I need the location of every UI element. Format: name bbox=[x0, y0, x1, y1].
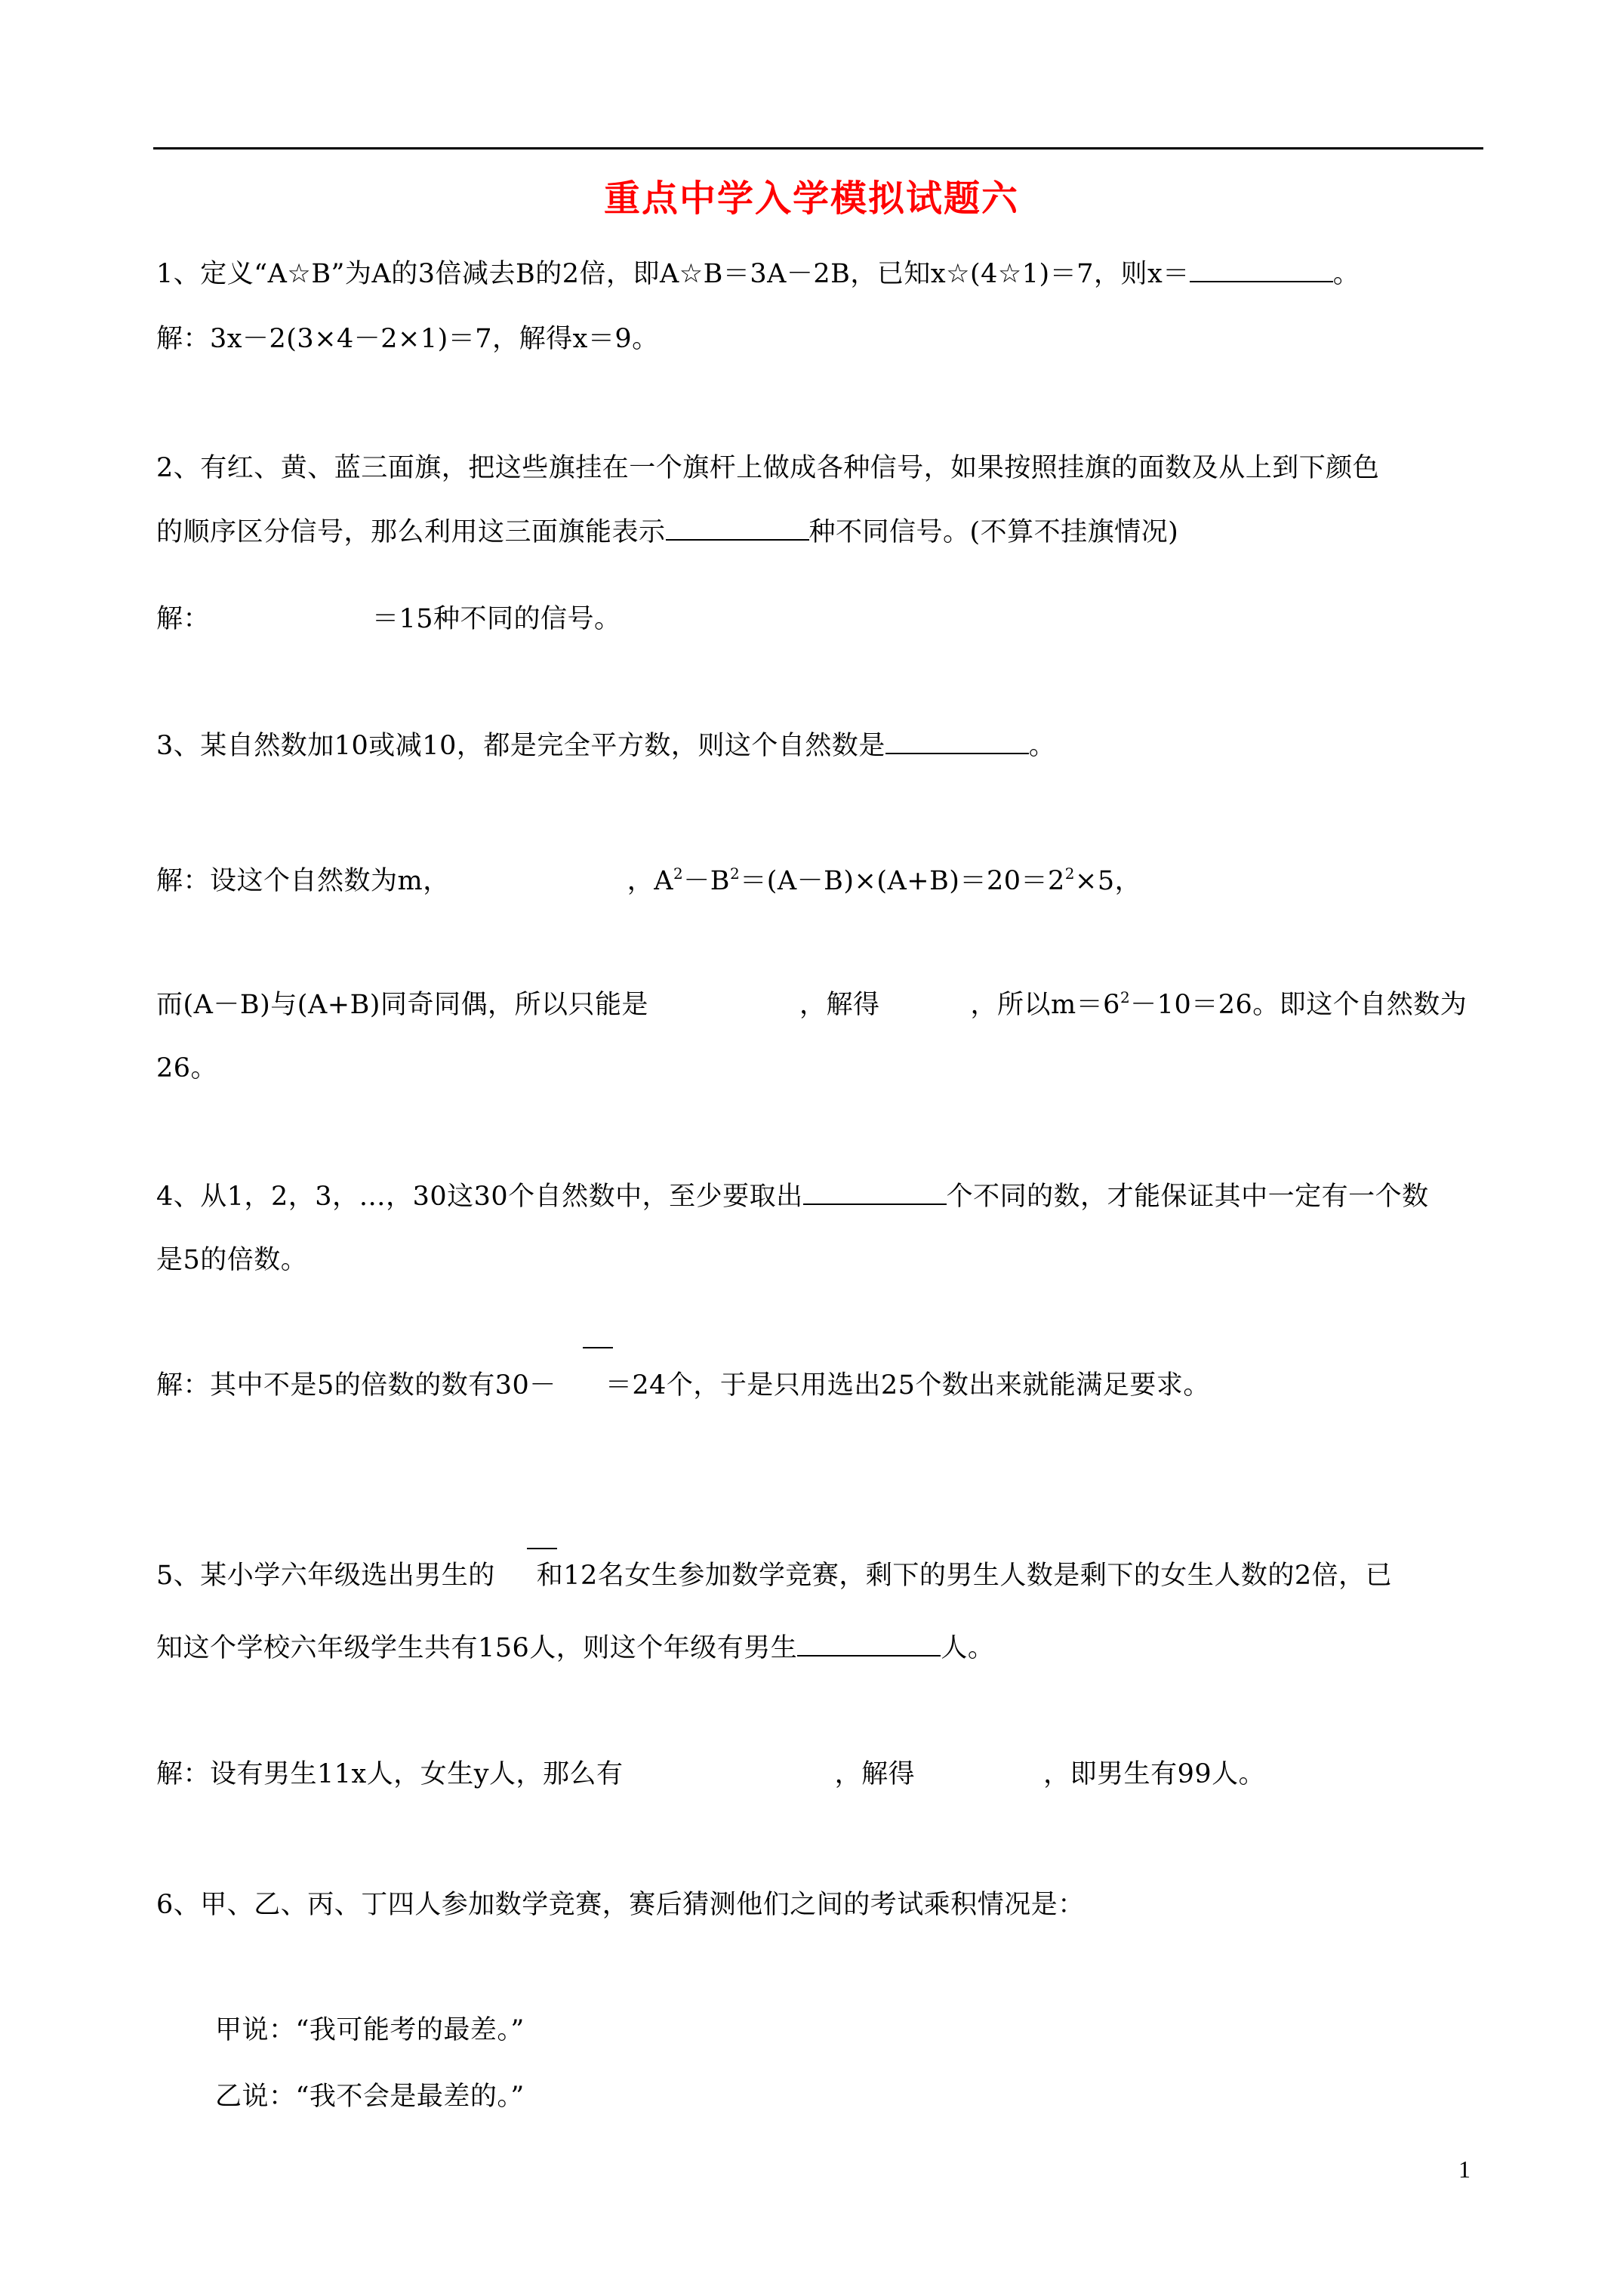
solution-3-text: －B bbox=[683, 866, 730, 896]
solution-3-text: ，A bbox=[627, 866, 673, 896]
quote-yi: 乙说：“我不会是最差的。” bbox=[215, 2082, 525, 2112]
question-5-end: 人。 bbox=[941, 1633, 995, 1663]
superscript: 2 bbox=[1119, 988, 1131, 1006]
question-1-text: 1、定义“A☆B”为A的3倍减去B的2倍，即A☆B＝3A－2B，已知x☆(4☆1)＝7，则x＝ bbox=[156, 259, 1190, 289]
question-5-text: 和12名女生参加数学竞赛，剩下的男生人数是剩下的女生人数的2倍，已 bbox=[536, 1561, 1393, 1591]
superscript: 2 bbox=[1064, 864, 1075, 883]
question-5-text: 5、某小学六年级选出男生的 bbox=[156, 1561, 495, 1591]
question-5-line-2 bbox=[156, 1629, 994, 1667]
solution-label: 解： bbox=[156, 604, 211, 634]
solution-1: 解：3x－2(3×4－2×1)＝7，解得x＝9。 bbox=[156, 324, 659, 354]
question-4-text: 个不同的数，才能保证其中一定有一个数 bbox=[946, 1182, 1429, 1212]
answer-blank bbox=[666, 516, 809, 541]
question-1-end: 。 bbox=[1332, 259, 1360, 289]
solution-3-text: ，所以m＝6 bbox=[970, 990, 1120, 1020]
solution-5-text: ，解得 bbox=[834, 1759, 916, 1789]
question-2-line-2 bbox=[156, 513, 1178, 551]
solution-2-text: ＝15种不同的信号。 bbox=[372, 604, 621, 634]
question-3 bbox=[156, 727, 1055, 765]
solution-4-text: 解：其中不是5的倍数的数有30－ bbox=[156, 1370, 556, 1401]
question-3-end: 。 bbox=[1028, 731, 1056, 761]
question-5-line-1 bbox=[156, 1557, 1392, 1595]
question-5-text: 知这个学校六年级学生共有156人，则这个年级有男生 bbox=[156, 1633, 798, 1663]
superscript: 2 bbox=[673, 864, 684, 883]
solution-5-text: ，即男生有99人。 bbox=[1043, 1759, 1266, 1789]
solution-2 bbox=[156, 600, 621, 638]
answer-blank bbox=[885, 730, 1029, 754]
solution-5-text: 解：设有男生11x人，女生y人，那么有 bbox=[156, 1759, 624, 1789]
solution-3-text: ＝(A－B)×(A+B)＝20＝2 bbox=[740, 866, 1065, 896]
solution-4 bbox=[156, 1367, 1210, 1404]
answer-blank bbox=[797, 1632, 941, 1657]
question-4-text: 4、从1，2，3，…，30这30个自然数中，至少要取出 bbox=[156, 1182, 803, 1212]
question-2-end: 种不同信号。(不算不挂旗情况) bbox=[808, 517, 1179, 547]
question-4-line-1 bbox=[156, 1178, 1429, 1216]
question-6: 6、甲、乙、丙、丁四人参加数学竞赛，赛后猜测他们之间的考试乘积情况是： bbox=[156, 1890, 1085, 1920]
solution-4-text: ＝24个，于是只用选出25个数出来就能满足要求。 bbox=[605, 1370, 1210, 1401]
solution-3-line-1 bbox=[156, 862, 1141, 900]
question-2-line-1: 2、有红、黄、蓝三面旗，把这些旗挂在一个旗杆上做成各种信号，如果按照挂旗的面数及从上到下颜色 bbox=[156, 453, 1380, 483]
solution-5 bbox=[156, 1755, 1265, 1793]
quote-jia: 甲说：“我可能考的最差。” bbox=[215, 2015, 525, 2045]
question-3-text: 3、某自然数加10或减10，都是完全平方数，则这个自然数是 bbox=[156, 731, 885, 761]
page-number: 1 bbox=[1458, 2156, 1471, 2183]
fraction-bar bbox=[527, 1548, 557, 1549]
header-rule bbox=[153, 147, 1483, 149]
solution-3-text: 而(A－B)与(A+B)同奇同偶，所以只能是 bbox=[156, 990, 648, 1020]
question-4-line-2: 是5的倍数。 bbox=[156, 1245, 308, 1275]
answer-blank bbox=[803, 1181, 947, 1205]
solution-3-text: ，解得 bbox=[799, 990, 880, 1020]
solution-3-text: 解：设这个自然数为m， bbox=[156, 866, 450, 896]
fraction-bar bbox=[583, 1347, 613, 1348]
question-2-text: 的顺序区分信号，那么利用这三面旗能表示 bbox=[156, 517, 666, 547]
solution-3-text: ×5， bbox=[1075, 866, 1142, 896]
superscript: 2 bbox=[729, 864, 741, 883]
solution-3-line-3: 26。 bbox=[156, 1053, 218, 1083]
solution-3-line-2 bbox=[156, 986, 1467, 1024]
question-1 bbox=[156, 255, 1360, 293]
page-title: 重点中学入学模拟试题六 bbox=[603, 177, 1019, 220]
solution-3-text: －10＝26。即这个自然数为 bbox=[1130, 990, 1467, 1020]
answer-blank bbox=[1190, 258, 1333, 282]
